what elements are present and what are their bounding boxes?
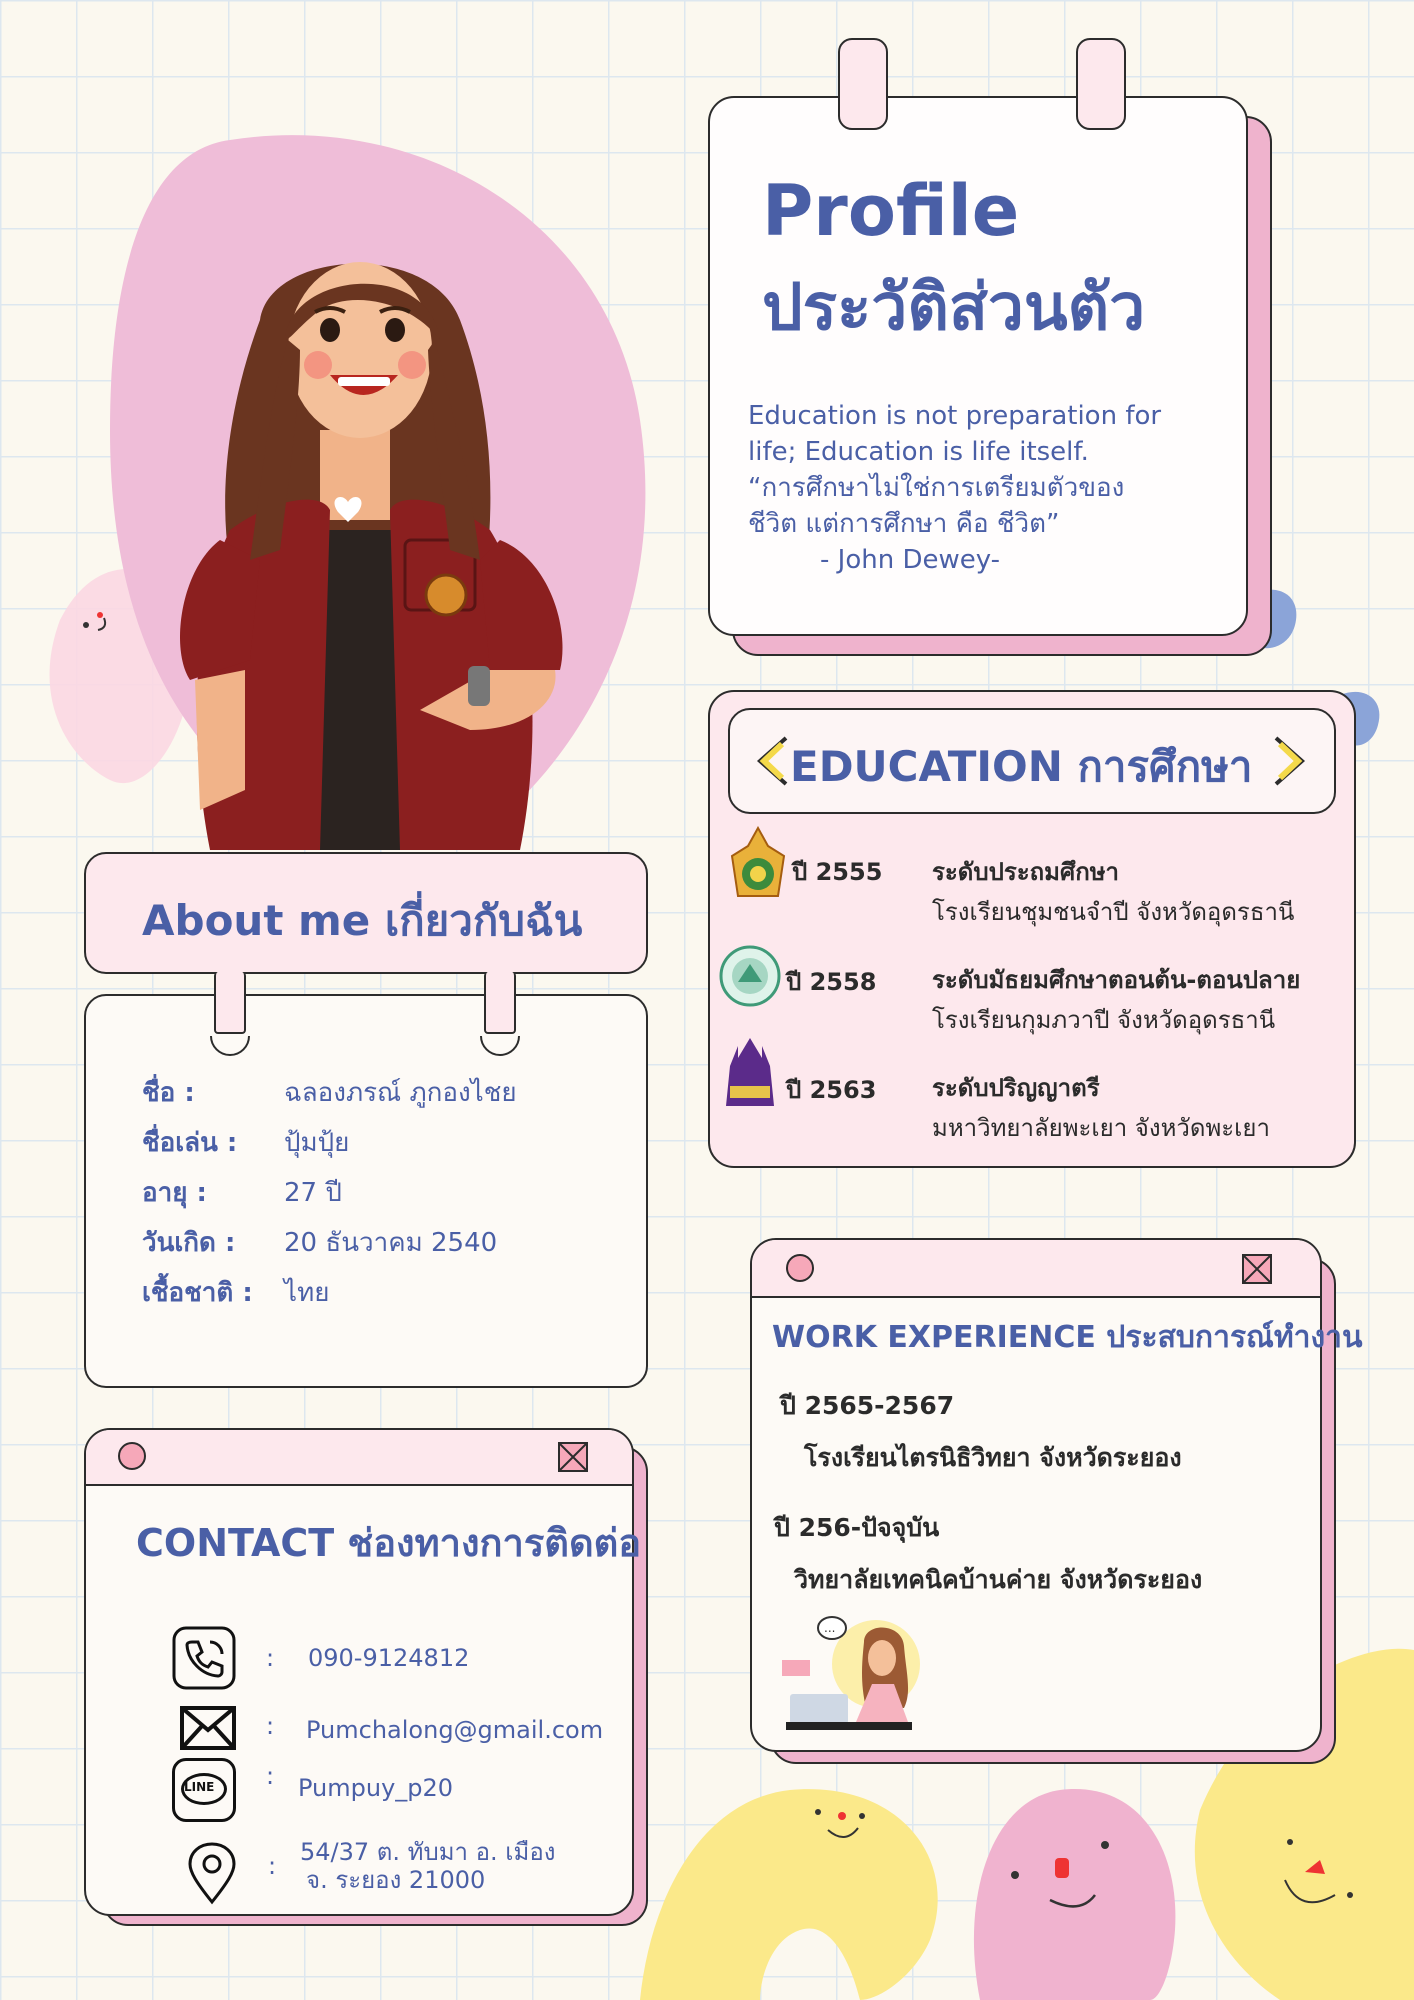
work-period-2: ปี 256-ปัจจุบัน (774, 1513, 940, 1542)
contact-colon: : (268, 1852, 277, 1880)
line-icon-text: LINE (184, 1780, 215, 1794)
about-value-name: ฉลองภรณ์ ภูกองไชย (284, 1078, 517, 1108)
quote-line-3: “การศึกษาไม่ใช่การเตรียมตัวของ (748, 473, 1125, 503)
about-ring-left (214, 972, 246, 1034)
profile-title-th: ประวัติส่วนตัว (762, 271, 1146, 345)
work-card-titlebar (752, 1240, 1320, 1298)
working-woman-illustration (776, 1612, 926, 1740)
work-place-1: โรงเรียนไตรนิธิวิทยา จังหวัดระยอง (804, 1443, 1182, 1472)
contact-phone[interactable]: 090-9124812 (308, 1644, 470, 1672)
profile-card-ring-right (1076, 38, 1126, 130)
about-title: About me เกี่ยวกับฉัน (142, 896, 583, 945)
contact-card-titlebar (86, 1430, 632, 1486)
about-label-birthday: วันเกิด : (142, 1228, 236, 1258)
education-level-2: ระดับมัธยมศึกษาตอนต้น-ตอนปลาย (932, 966, 1301, 994)
education-level-3: ระดับปริญญาตรี (932, 1074, 1100, 1102)
about-value-nickname: ปุ้มปุ้ย (284, 1128, 350, 1158)
chevron-right-icon (1270, 734, 1310, 788)
about-label-nickname: ชื่อเล่น : (142, 1128, 238, 1158)
university-emblem-icon (718, 1036, 782, 1110)
education-level-1: ระดับประถมศึกษา (932, 858, 1120, 886)
contact-email[interactable]: Pumchalong@gmail.com (306, 1716, 604, 1744)
svg-text:...: ... (824, 1621, 836, 1635)
close-icon[interactable] (558, 1442, 588, 1472)
quote-line-2: life; Education is life itself. (748, 437, 1089, 467)
mail-icon (180, 1706, 236, 1750)
close-icon[interactable] (1242, 1254, 1272, 1284)
education-title: EDUCATION การศึกษา (790, 742, 1253, 791)
contact-line[interactable]: Pumpuy_p20 (298, 1774, 454, 1802)
school-emblem-icon (718, 944, 782, 1008)
education-school-1: โรงเรียนชุมชนจำปี จังหวัดอุดรธานี (932, 898, 1295, 926)
about-ring-right (484, 972, 516, 1034)
about-value-nationality: ไทย (284, 1278, 330, 1308)
profile-quote (748, 398, 1161, 578)
work-place-2: วิทยาลัยเทคนิคบ้านค่าย จังหวัดระยอง (794, 1565, 1203, 1594)
window-dot-icon (118, 1442, 146, 1470)
contact-address-line2: จ. ระยอง 21000 (306, 1866, 486, 1894)
about-label-age: อายุ : (142, 1178, 207, 1208)
about-label-nationality: เชื้อชาติ : (142, 1278, 253, 1308)
about-value-birthday: 20 ธันวาคม 2540 (284, 1228, 498, 1258)
contact-address-line1: 54/37 ต. ทับมา อ. เมือง (300, 1838, 556, 1866)
education-year-1: ปี 2555 (792, 858, 883, 886)
education-school-3: มหาวิทยาลัยพะเยา จังหวัดพะเยา (932, 1114, 1270, 1142)
education-year-2: ปี 2558 (786, 968, 877, 996)
chevron-left-icon (752, 734, 792, 788)
portrait-illustration (150, 230, 630, 850)
location-pin-icon (186, 1840, 238, 1906)
contact-title: CONTACT ช่องทางการติดต่อ (136, 1521, 642, 1565)
contact-colon: : (266, 1712, 275, 1740)
window-dot-icon (786, 1254, 814, 1282)
school-emblem-icon (728, 826, 788, 906)
about-value-age: 27 ปี (284, 1178, 342, 1208)
quote-line-4: ชีวิต แต่การศึกษา คือ ชีวิต” (748, 509, 1060, 539)
profile-card-ring-left (838, 38, 888, 130)
profile-title-en: Profile (762, 170, 1020, 252)
education-year-3: ปี 2563 (786, 1076, 877, 1104)
phone-icon (172, 1626, 236, 1690)
contact-colon: : (266, 1762, 275, 1790)
work-period-1: ปี 2565-2567 (780, 1391, 955, 1420)
about-label-name: ชื่อ : (142, 1078, 195, 1108)
line-icon (172, 1758, 236, 1822)
work-title: WORK EXPERIENCE ประสบการณ์ทำงาน (772, 1320, 1363, 1355)
quote-author: - John Dewey- (820, 545, 1001, 575)
quote-line-1: Education is not preparation for (748, 401, 1162, 431)
education-school-2: โรงเรียนกุมภวาปี จังหวัดอุดรธานี (932, 1006, 1276, 1034)
contact-colon: : (266, 1644, 275, 1672)
